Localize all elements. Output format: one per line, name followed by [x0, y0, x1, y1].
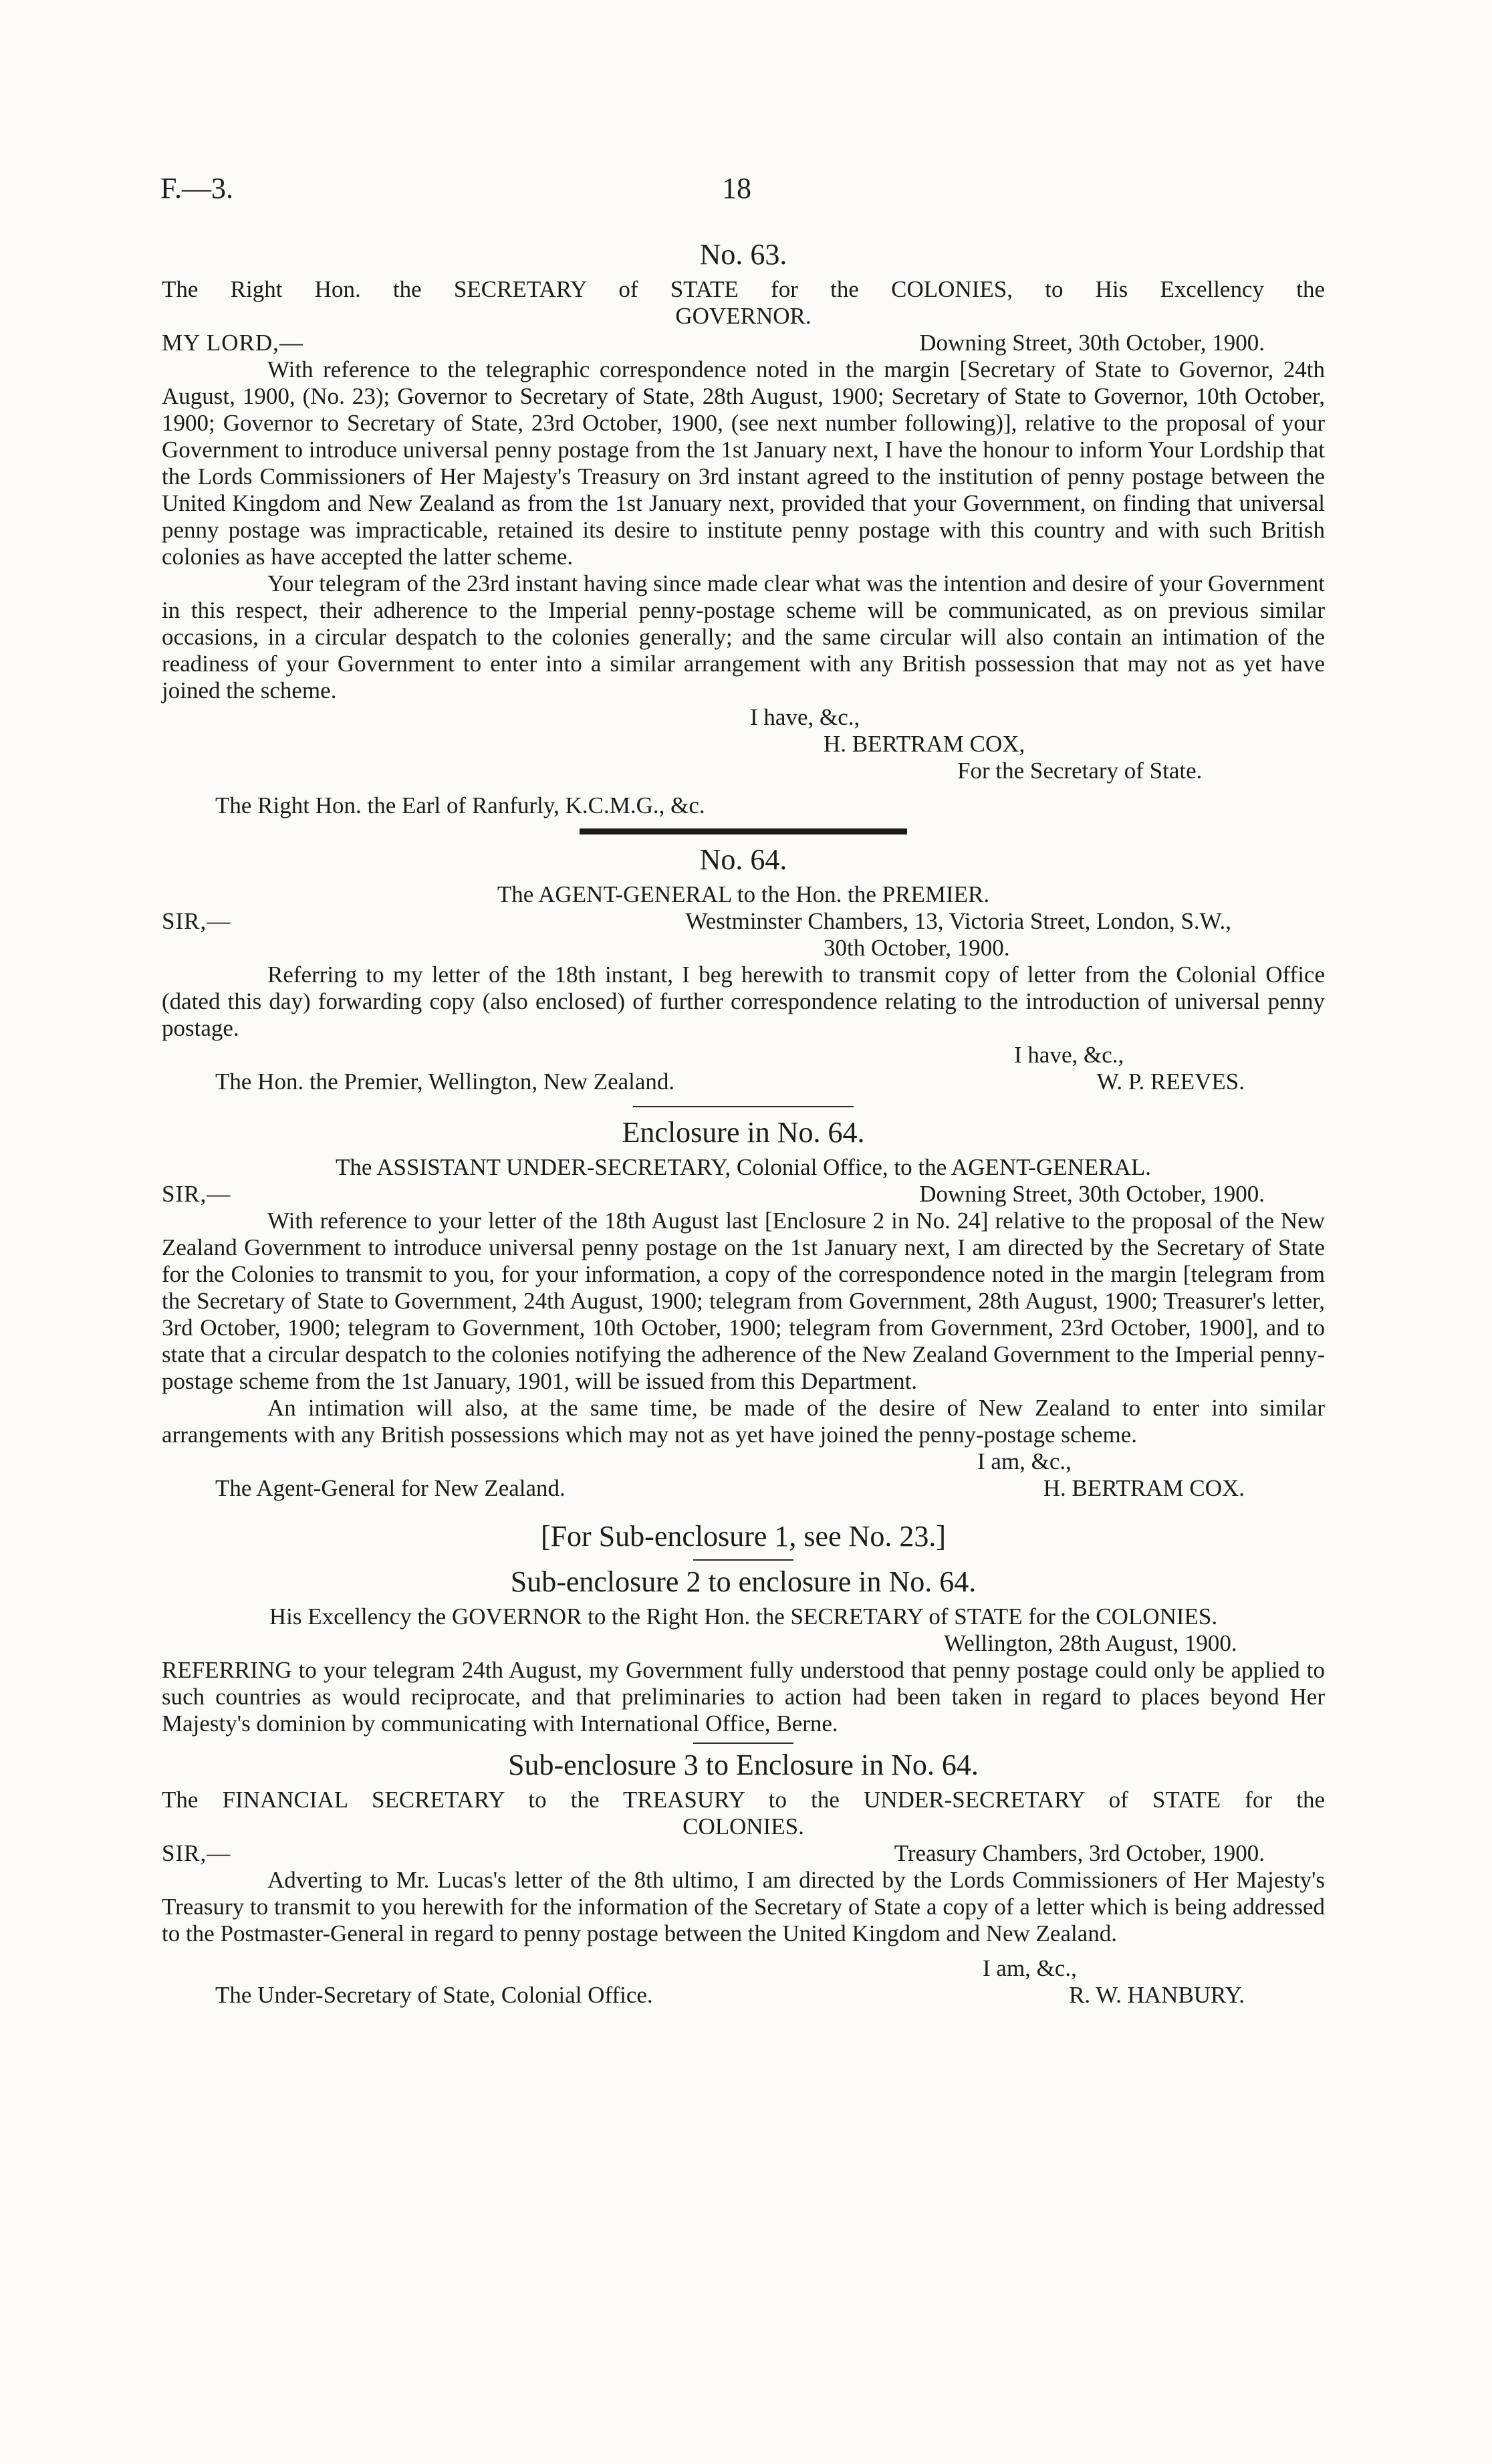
letter-heading: The ASSISTANT UNDER-SECRETARY, Colonial Office, to the AGENT-GENERAL.	[335, 1154, 1152, 1180]
addressee: The Hon. the Premier, Wellington, New Zealand.	[215, 1069, 675, 1095]
body-paragraph: With reference to the telegraphic correspondence noted in the margin [Secretary of State to Governor, 24th August, 1900, (No. 23); Governor to Secretary of State, 28th August, 1900; Secretary of State to Governor, 10th October, 1900; Governor to Secretary of State, 23rd October, 1900, (see next number following)], relative to the proposal of your Government to introduce universal penny postage from the 1st January next, I have the honour to inform Your Lordship that the Lords Commissioners of Her Majesty's Treasury on 3rd instant agreed to the institution of penny postage between the United Kingdom and New Zealand as from the 1st January next, provided that your Government, on finding that universal penny postage was impracticable, retained its desire to institute penny postage with this country and with such British colonies as have accepted the latter scheme.	[162, 356, 1325, 570]
salutation: MY LORD,—	[162, 330, 303, 356]
section-divider-thick	[580, 828, 907, 834]
section-title: Sub-enclosure 2 to enclosure in No. 64.	[510, 1565, 977, 1598]
letter-no-63	[162, 237, 1325, 819]
body-paragraph: An intimation will also, at the same time, be made of the desire of New Zealand to enter into similar arrangements with any British possessions which may not as yet have joined the penny-postage scheme.	[162, 1395, 1325, 1448]
section-divider-short	[693, 1559, 793, 1561]
signature: R. W. HANBURY.	[1069, 1982, 1245, 2008]
letter-date: Treasury Chambers, 3rd October, 1900.	[894, 1840, 1265, 1866]
signature: H. BERTRAM COX.	[1043, 1475, 1245, 1501]
letter-date: Wellington, 28th August, 1900.	[944, 1630, 1237, 1656]
letter-no-64	[162, 843, 1325, 1095]
document-reference: F.—3.	[160, 172, 233, 205]
addressee: The Agent-General for New Zealand.	[215, 1475, 566, 1501]
sender-address: Westminster Chambers, 13, Victoria Street, London, S.W.,	[685, 908, 1231, 934]
salutation: SIR,—	[162, 1181, 231, 1207]
body-paragraph: Referring to my letter of the 18th instant, I beg herewith to transmit copy of letter from the Colonial Office (dated this day) forwarding copy (also enclosed) of further correspondence relating to the introduction of universal penny postage.	[162, 962, 1325, 1041]
addressee: The Right Hon. the Earl of Ranfurly, K.C.M.G., &c.	[215, 792, 705, 818]
salutation-row	[162, 330, 1325, 356]
signature: H. BERTRAM COX,	[824, 731, 1025, 757]
letter-heading: The Right Hon. the SECRETARY of STATE for the COLONIES, to His Excellency the	[162, 276, 1325, 302]
subenclosure-3	[162, 1748, 1325, 2009]
body-paragraph: Adverting to Mr. Lucas's letter of the 8th ultimo, I am directed by the Lords Commissioners of Her Majesty's Treasury to transmit to you herewith for the information of the Secretary of State a copy of a letter which is being addressed to the Postmaster-General in regard to penny postage between the United Kingdom and New Zealand.	[162, 1867, 1325, 1946]
salutation: SIR,—	[162, 908, 231, 934]
closing: I am, &c.,	[977, 1448, 1072, 1474]
letter-heading: The AGENT-GENERAL to the Hon. the PREMIER.	[497, 881, 990, 907]
salutation-row	[162, 1181, 1325, 1208]
closing: I have, &c.,	[1014, 1042, 1124, 1068]
addressee-signature-row	[162, 1982, 1325, 2009]
letter-heading: The FINANCIAL SECRETARY to the TREASURY to the UNDER-SECRETARY of STATE for the	[162, 1787, 1325, 1813]
letter-heading-continued: GOVERNOR.	[675, 303, 812, 329]
letter-date: 30th October, 1900.	[824, 935, 1010, 961]
section-title: Enclosure in No. 64.	[622, 1116, 865, 1149]
body-paragraph: With reference to your letter of the 18th August last [Enclosure 2 in No. 24] relative to the proposal of the New Zealand Government to introduce universal penny postage on the 1st January next, I am directed by the Secretary of State for the Colonies to transmit to you, for your information, a copy of the correspondence noted in the margin [telegram from the Secretary of State to Government, 24th August, 1900; telegram from Government, 28th August, 1900; Treasurer's letter, 3rd October, 1900; telegram to Government, 10th October, 1900; telegram from Government, 23rd October, 1900], and to state that a circular despatch to the colonies notifying the adherence of the New Zealand Government to the Imperial penny-postage scheme from the 1st January, 1901, will be issued from this Department.	[162, 1208, 1325, 1394]
section-title: No. 63.	[699, 238, 787, 271]
document-body	[162, 237, 1325, 2009]
body-paragraph: REFERRING to your telegram 24th August, my Government fully understood that penny postage could only be applied to such countries as would reciprocate, and that preliminaries to action had been taken in regard to places beyond Her Majesty's dominion by communicating with International Office, Berne.	[162, 1657, 1325, 1737]
letter-heading: His Excellency the GOVERNOR to the Right Hon. the SECRETARY of STATE for the COLONIES.	[269, 1603, 1218, 1630]
subenclosure-2	[162, 1565, 1325, 1737]
salutation-row	[162, 908, 1325, 935]
letter-heading-continued: COLONIES.	[682, 1813, 804, 1839]
section-divider-short	[693, 1743, 793, 1744]
salutation: SIR,—	[162, 1840, 231, 1866]
running-header	[160, 172, 1291, 209]
enclosure-no-64	[162, 1115, 1325, 1502]
subenclosure-1-note: [For Sub-enclosure 1, see No. 23.]	[540, 1520, 947, 1553]
page-number: 18	[722, 172, 751, 205]
closing: I have, &c.,	[750, 704, 860, 730]
body-paragraph: Your telegram of the 23rd instant having since made clear what was the intention and desire of your Government in this respect, their adherence to the Imperial penny-postage scheme will be communicated, as on previous similar occasions, in a circular despatch to the colonies generally; and the same circular will also contain an intimation of the readiness of your Government to enter into a similar arrangement with any British possession that may not as yet have joined the scheme.	[162, 570, 1325, 703]
addressee-signature-row	[162, 1069, 1325, 1095]
letter-date: Downing Street, 30th October, 1900.	[919, 1181, 1265, 1207]
signature-role: For the Secretary of State.	[957, 758, 1203, 784]
section-title: No. 64.	[699, 843, 787, 876]
addressee: The Under-Secretary of State, Colonial Office.	[215, 1982, 653, 2008]
section-divider	[633, 1106, 854, 1107]
letter-date: Downing Street, 30th October, 1900.	[919, 330, 1265, 356]
salutation-row	[162, 1840, 1325, 1867]
addressee-signature-row	[162, 1475, 1325, 1502]
closing: I am, &c.,	[983, 1955, 1077, 1981]
signature: W. P. REEVES.	[1096, 1069, 1245, 1095]
section-title: Sub-enclosure 3 to Enclosure in No. 64.	[508, 1749, 979, 1781]
